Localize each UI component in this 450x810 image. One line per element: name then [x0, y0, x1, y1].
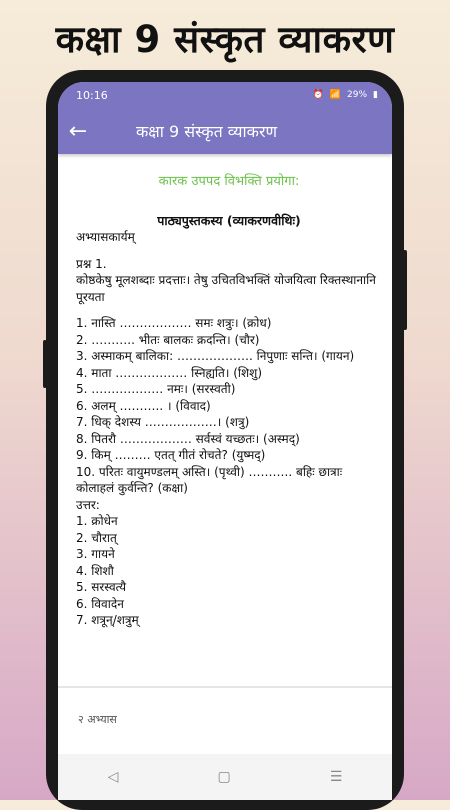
nav-home-icon[interactable]: ▢ — [217, 769, 231, 785]
question-item: 10. परितः वायुमण्डलम् अस्ति। (पृथ्वी) ……….. बहिः छात्राः कोलाहलं कुर्वन्ति? (कक्षा) — [76, 464, 343, 495]
answer-item: 6. विवादेन — [76, 596, 124, 611]
question-label: प्रश्न 1. — [76, 256, 107, 271]
back-arrow-icon[interactable]: ← — [68, 118, 88, 144]
question-item: 9. किम् ……… एतत् गीतं रोचते? (युष्मद्) — [76, 448, 266, 462]
answer-item: 4. शिशौ — [76, 563, 114, 578]
card-divider — [58, 686, 392, 688]
article-content — [58, 154, 392, 629]
instruction-text: कोष्ठकेषु मूलशब्दाः प्रदत्ताः। तेषु उचितविभक्तिं योजयित्वा रिक्तस्थानानि पूरयता — [76, 273, 376, 304]
answers-label: उत्तर: — [76, 497, 100, 512]
nav-recents-icon[interactable]: ☰ — [329, 769, 343, 785]
question-item: 6. अलम् ……….. । (विवाद) — [76, 398, 211, 413]
nav-back-icon[interactable]: ◁ — [107, 769, 119, 785]
app-bar — [58, 108, 392, 154]
answer-item: 1. क्रोधेन — [76, 514, 118, 528]
battery-icon: ▮ — [373, 90, 378, 100]
question-item: 7. धिक् देशस्य ………………। (शत्रु) — [76, 415, 250, 429]
alarm-icon: ⏰ — [312, 90, 324, 100]
status-bar — [58, 82, 392, 108]
book-subheading: पाठ्यपुस्तकस्य (व्याकरणवीथिः) — [157, 212, 301, 228]
section-title: अभ्यासकार्यम् — [76, 230, 135, 244]
app-bar-title: कक्षा 9 संस्कृत व्याकरण — [136, 122, 278, 141]
status-time: 10:16 — [76, 88, 108, 102]
next-card-preview[interactable]: २ अभ्यास — [78, 713, 117, 726]
question-item: 2. ……….. भीतः बालकः क्रदन्ति। (चौर) — [76, 332, 260, 347]
question-item: 3. अस्माकम् बालिका: ………………. निपुणाः सन्ति। (गायन) — [76, 349, 355, 363]
store-banner-title: कक्षा 9 संस्कृत व्याकरण — [55, 18, 395, 61]
topic-heading: कारक उपपद विभक्ति प्रयोगा: — [158, 174, 300, 189]
status-icons — [313, 90, 378, 100]
phone-side-button — [43, 340, 47, 388]
answer-item: 2. चौरात् — [76, 530, 117, 545]
answer-item: 3. गायने — [76, 547, 115, 561]
battery-level: 29% — [347, 90, 368, 100]
answer-item: 5. सरस्वत्यै — [76, 580, 127, 594]
signal-icon: 📶 — [329, 90, 342, 100]
answer-item: 7. शत्रून्/शत्रुम् — [76, 613, 139, 627]
question-item: 8. पितरौ ……………… सर्वस्वं यच्छतः। (अस्मद्) — [76, 431, 300, 446]
question-item: 5. ……………… नमः। (सरस्वती) — [76, 382, 236, 396]
phone-volume-button — [403, 250, 407, 330]
phone-screen — [58, 82, 392, 800]
system-nav-bar — [58, 754, 392, 800]
question-item: 1. नास्ति ……………… समः शत्रुः। (क्रोध) — [76, 316, 272, 330]
question-item: 4. माता ……………… स्निह्यति। (शिशु) — [76, 365, 263, 380]
